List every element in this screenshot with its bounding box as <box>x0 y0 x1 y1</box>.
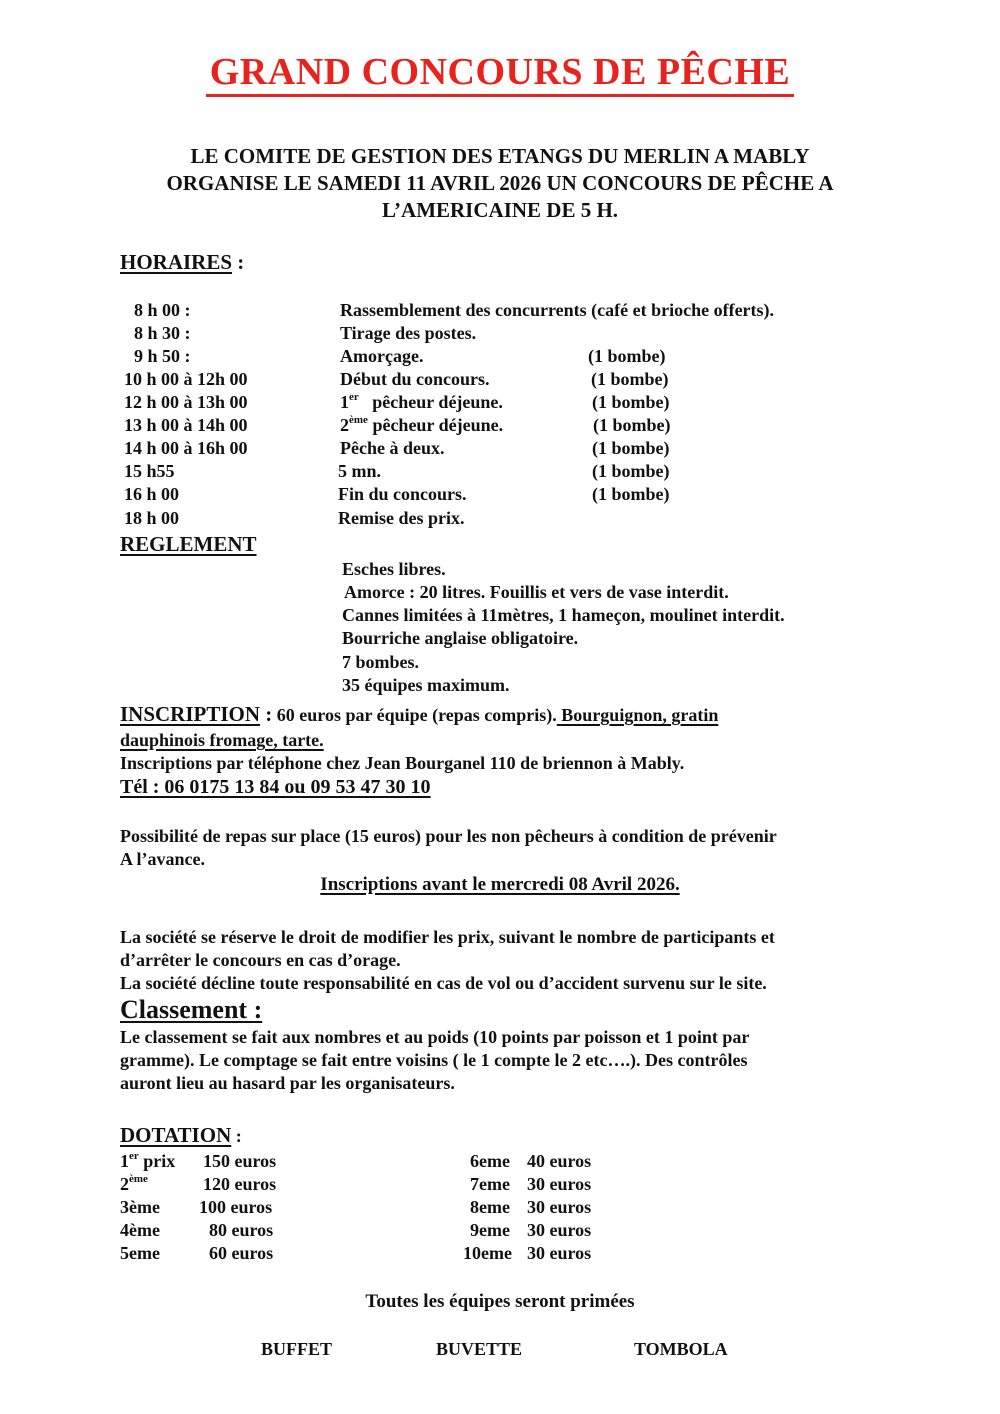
inscription-menu: Bourguignon, gratin <box>556 705 719 725</box>
schedule-time: 16 h 00 <box>124 484 180 504</box>
inscription-phone: Tél : 06 0175 13 84 ou 09 53 47 30 10 <box>120 776 431 798</box>
footer-buffet: BUFFET <box>261 1339 333 1359</box>
schedule-event: 1er pêcheur déjeune. <box>340 391 503 412</box>
intro-line: ORGANISE LE SAMEDI 11 AVRIL 2026 UN CONCOURS DE PÊCHE A <box>166 171 834 195</box>
prize-rank: 2ème <box>120 1173 148 1194</box>
schedule-bomb: (1 bombe) <box>592 438 670 458</box>
prize-amount: 40 euros <box>527 1151 592 1171</box>
deadline: Inscriptions avant le mercredi 08 Avril 2026. <box>320 874 680 895</box>
societe-line: La société décline toute responsabilité en cas de vol ou d’accident survenu sur le site. <box>120 973 767 993</box>
inscription-heading: INSCRIPTION <box>120 702 261 726</box>
schedule-bomb: (1 bombe) <box>588 346 666 366</box>
prize-rank: 8eme <box>470 1197 510 1217</box>
list-item: Cannes limitées à 11mètres, 1 hameçon, moulinet interdit. <box>342 605 785 625</box>
prize-amount: 30 euros <box>527 1220 592 1240</box>
intro-line: LE COMITE DE GESTION DES ETANGS DU MERLIN A MABLY <box>190 144 810 168</box>
inscription-contact: Inscriptions par téléphone chez Jean Bourganel 110 de briennon à Mably. <box>120 753 685 773</box>
prize-rank: 10eme <box>463 1243 512 1263</box>
schedule-event: 5 mn. <box>338 461 382 481</box>
prize-rank: 4ème <box>120 1220 160 1240</box>
list-item: Amorce : 20 litres. Fouillis et vers de vase interdit. <box>344 582 729 602</box>
schedule-bomb: (1 bombe) <box>591 369 669 389</box>
schedule-event: Fin du concours. <box>338 484 467 504</box>
prize-amount: 150 euros <box>203 1151 277 1171</box>
prize-amount: 30 euros <box>527 1243 592 1263</box>
prize-amount: 80 euros <box>209 1220 274 1240</box>
societe-line: d’arrêter le concours en cas d’orage. <box>120 950 401 970</box>
schedule-bomb: (1 bombe) <box>592 461 670 481</box>
repas-line: A l’avance. <box>120 849 205 869</box>
inscription-price: 60 euros par équipe (repas compris). <box>272 705 557 725</box>
dotation-heading: DOTATION : <box>120 1123 242 1147</box>
schedule-event: Pêche à deux. <box>340 438 445 458</box>
schedule-time: 18 h 00 <box>124 508 180 528</box>
societe-line: La société se réserve le droit de modifier les prix, suivant le nombre de participants et <box>120 927 775 947</box>
closing-line: Toutes les équipes seront primées <box>365 1291 635 1312</box>
prize-rank: 6eme <box>470 1151 510 1171</box>
prize-amount: 60 euros <box>209 1243 274 1263</box>
page-title: GRAND CONCOURS DE PÊCHE <box>0 50 1000 94</box>
schedule-event: Tirage des postes. <box>340 323 477 343</box>
list-item: Esches libres. <box>342 559 446 579</box>
prize-rank: 1er prix <box>120 1150 176 1171</box>
schedule-bomb: (1 bombe) <box>592 392 670 412</box>
classement-line: Le classement se fait aux nombres et au poids (10 points par poisson et 1 point par <box>120 1027 750 1047</box>
schedule-time: 8 h 00 : <box>134 300 191 320</box>
intro-paragraph <box>100 143 900 224</box>
schedule-event: Rassemblement des concurrents (café et brioche offerts). <box>340 300 775 320</box>
prize-amount: 100 euros <box>199 1197 273 1217</box>
prize-rank: 5eme <box>120 1243 160 1263</box>
footer-buvette: BUVETTE <box>436 1339 523 1359</box>
schedule-event: Remise des prix. <box>338 508 465 528</box>
reglement-heading: REGLEMENT <box>120 532 257 556</box>
list-item: 35 équipes maximum. <box>342 675 510 695</box>
prize-amount: 120 euros <box>203 1174 277 1194</box>
schedule-time: 13 h 00 à 14h 00 <box>124 415 248 435</box>
classement-line: gramme). Le comptage se fait entre voisins ( le 1 compte le 2 etc….). Des contrôles <box>120 1050 748 1070</box>
list-item: 7 bombes. <box>342 652 420 672</box>
horaires-heading: HORAIRES : <box>120 250 245 274</box>
prize-amount: 30 euros <box>527 1174 592 1194</box>
schedule-time: 8 h 30 : <box>134 323 191 343</box>
schedule-time: 15 h55 <box>124 461 175 481</box>
schedule-bomb: (1 bombe) <box>592 484 670 504</box>
classement-heading: Classement : <box>120 995 263 1024</box>
classement-line: auront lieu au hasard par les organisateurs. <box>120 1073 455 1093</box>
intro-line: L’AMERICAINE DE 5 H. <box>381 198 619 222</box>
prize-rank: 7eme <box>470 1174 510 1194</box>
repas-line: Possibilité de repas sur place (15 euros) pour les non pêcheurs à condition de prévenir <box>120 826 777 846</box>
footer-tombola: TOMBOLA <box>634 1339 728 1359</box>
schedule-time: 10 h 00 à 12h 00 <box>124 369 248 389</box>
schedule-time: 14 h 00 à 16h 00 <box>124 438 248 458</box>
inscription-line: INSCRIPTION : 60 euros par équipe (repas compris). Bourguignon, gratin <box>120 702 719 726</box>
schedule-event: 2ème pêcheur déjeune. <box>340 414 504 435</box>
prize-amount: 30 euros <box>527 1197 592 1217</box>
list-item: Bourriche anglaise obligatoire. <box>342 628 579 648</box>
schedule-time: 12 h 00 à 13h 00 <box>124 392 248 412</box>
prize-rank: 3ème <box>120 1197 160 1217</box>
schedule-time: 9 h 50 : <box>134 346 191 366</box>
prize-rank: 9eme <box>470 1220 510 1240</box>
schedule-bomb: (1 bombe) <box>593 415 671 435</box>
schedule-event: Début du concours. <box>340 369 490 389</box>
inscription-menu-continued: dauphinois fromage, tarte. <box>120 730 324 750</box>
schedule-event: Amorçage. <box>340 346 424 366</box>
